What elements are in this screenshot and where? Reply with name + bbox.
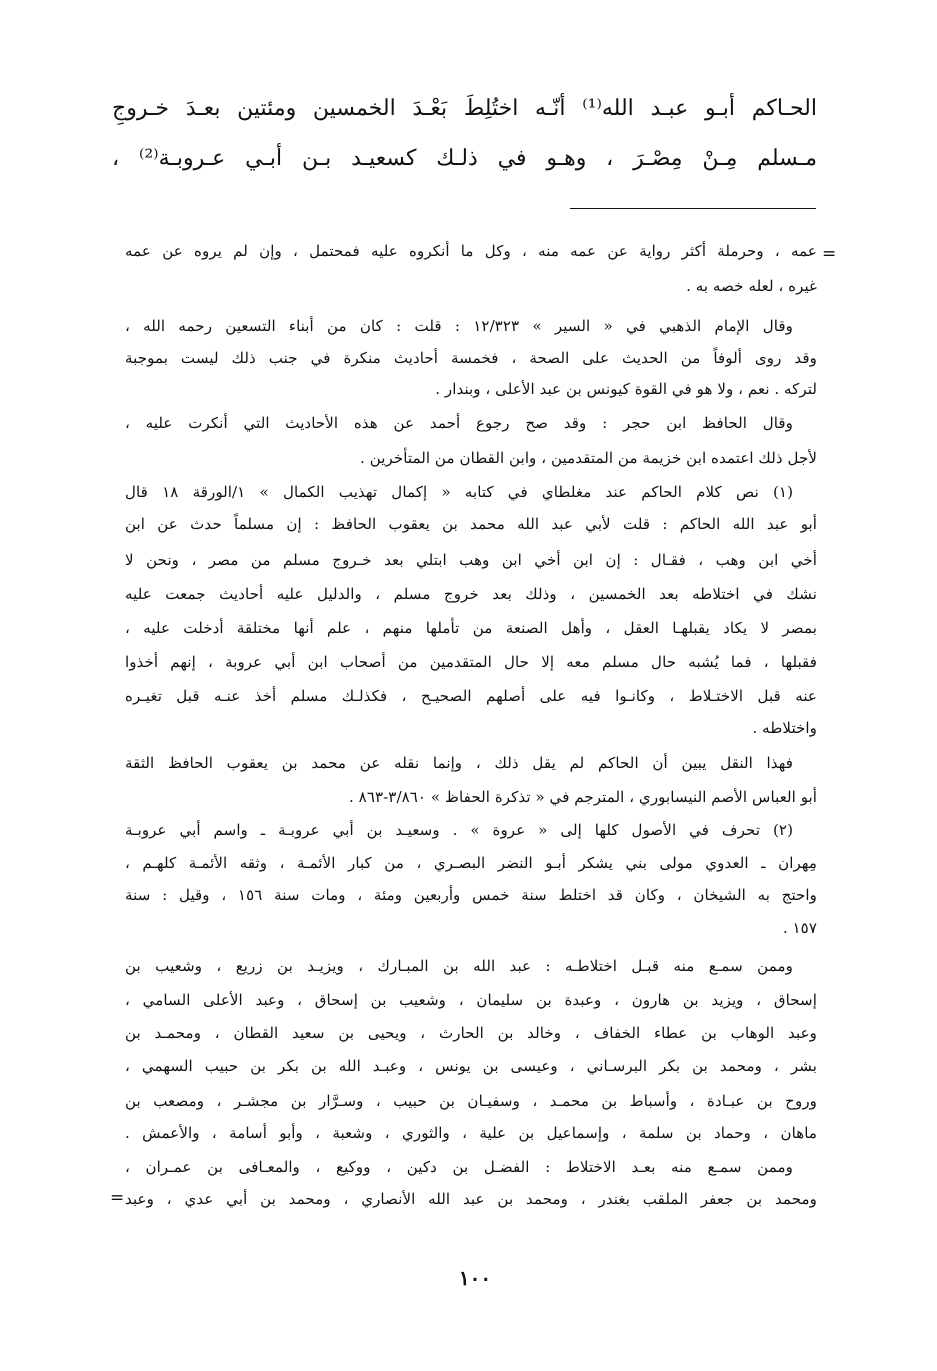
footnote-line-2: غيره ، لعله خصه به . bbox=[686, 277, 817, 295]
footnote-line-6: وقال الحافظ ابن حجر : وقد صح رجوع أحمد عن هذه الأحاديث التي أنكرت عليه ، bbox=[125, 414, 793, 432]
main-text-line-2: مـسلم مِـنْ مِصْـرَ ، وهـو في ذلـك كسعيـد بـن أبـي عـروبـة⁽²⁾ ، bbox=[112, 146, 817, 171]
footnote-line-18: (٢) تحرف في الأصول كلها إلى « عروة » . وسعيـد بن أبي عروبـة ـ واسم أبي عروبـة bbox=[125, 821, 793, 839]
footnote-line-7: لأجل ذلك اعتمده ابن خزيمة من المتقدمين ، وابن القطان من المتأخرين . bbox=[360, 449, 817, 467]
footnote-line-21: ١٥٧ . bbox=[782, 919, 817, 937]
footnote-line-1: عمه ، وحرملة أكثر رواية عن عمه منه ، وكل ما أنكروه عليه فمحتمل ، وإن لم يروه عن عمه bbox=[125, 242, 817, 260]
footnote-line-4: وقد روى ألوفاً من الحديث على الصحة ، فخمسة أحاديث منكرة في جنب ذلك ليست بموجبة bbox=[125, 349, 817, 367]
footnote-line-22: وممن سمـع منه قبـل اختلاطـه : عبد الله بن المبـارك ، ويزيـد بن زريع ، وشعيب بن bbox=[125, 957, 793, 975]
footnote-line-8: (١) نص كلام الحاكم عند مغلطاي في كتابه « إكمال تهذيب الكمال » ١/الورقة ١٨ قال bbox=[125, 483, 793, 501]
main-text-line-1: الحـاكم أبـو عبـد الله⁽¹⁾ أنّـه اختُلِطَ بَعْـدَ الخمسين ومئتين بعـدَ خـروجِ bbox=[112, 96, 817, 121]
footnote-line-14: عنه قبل الاختـلاط ، وكانـوا فيه على أصلهم الصحيـح ، فكذلـك مسلم أخذ عنـه قبل تغيـره bbox=[125, 687, 817, 705]
footnote-line-25: بشر ، ومحمد بن بكر البرسـاني ، وعيسى بن يونس ، وعبـد الله بن بكر بن حبيب السهمي ، bbox=[125, 1057, 817, 1075]
continuation-marker-top: = bbox=[822, 244, 837, 264]
footnote-line-16: فهذا النقل يبين أن الحاكم لم يقل ذلك ، وإنما نقله عن محمد بن يعقوب الحافظ الثقة bbox=[125, 754, 793, 772]
footnote-line-28: وممن سمـع منه بعـد الاختلاط : الفضـل بن دكين ، ووكيع ، والمعـافى بن عمـران ، bbox=[125, 1158, 793, 1176]
footnote-line-10: أخي ابن وهب ، فقـال : إن ابن أخي ابن وهب ابتلي بعد خـروج مسلم من مصر ، ونحن لا bbox=[125, 551, 817, 569]
footnote-line-26: وروح بن عبـادة ، وأسباط بن محمـد ، وسفيـان بن حبيب ، وسـرَّار بن مجشـر ، ومصعب بن bbox=[125, 1092, 817, 1110]
footnote-line-11: نشك في اختلاطه بعد الخمسين ، وذلك بعد خروج مسلم ، والدليل عليه أحاديث جمعت عليه bbox=[125, 585, 817, 603]
footnote-separator bbox=[570, 208, 816, 209]
footnote-line-17: أبو العباس الأصم النيسابوري ، المترجم في « تذكرة الحفاظ » ٣/٨٦٠-٨٦٣ . bbox=[349, 788, 817, 806]
footnote-line-24: وعبد الوهاب بن عطاء الخفاف ، وخالد بن الحارث ، ويحيى بن سعيد القطان ، ومحمـد بن bbox=[125, 1024, 817, 1042]
continuation-marker-bottom: = bbox=[110, 1188, 125, 1208]
footnote-line-27: ماهان ، وحماد بن سلمة ، وإسماعيل بن علية ، والثوري ، وشعبة ، وأبو أسامة ، والأعمش . bbox=[125, 1124, 817, 1142]
footnote-line-23: إسحاق ، ويزيد بن هارون ، وعبدة بن سليمان ، وشعيب بن إسحاق ، وعبد الأعلى السامي ، bbox=[125, 991, 817, 1009]
footnote-line-20: واحتج به الشيخان ، وكان قد اختلط سنة خمس وأربعين ومئة ، ومات سنة ١٥٦ ، وقيل : سنة bbox=[125, 886, 817, 904]
footnote-line-19: مِهران ـ العدوي مولى بني يشكر أبـو النضر البصـري ، من كبار الأئمـة ، وثقه الأئمـة كلهـم ، bbox=[125, 854, 817, 872]
footnote-line-13: فقبلها ، فما يُشبه حال مسلم معه إلا حال المتقدمين من أصحاب ابن أبي عروبة ، إنهم أخذوا bbox=[125, 653, 817, 671]
footnote-line-3: وقال الإمام الذهبي في « السير » ١٢/٣٢٣ : قلت : كان من أبناء التسعين رحمه الله ، bbox=[125, 317, 793, 335]
footnote-line-9: أبو عبد الله الحاكم : قلت لأبي عبد الله محمد بن يعقوب الحافظ : إن مسلماً حدث عن ابن bbox=[125, 515, 817, 533]
footnote-line-12: بمصر لا يكاد يقبلهـا العقل ، وأهل الصنعة من تأملها منهم ، علم أنها مختلقة أدخلت عليه ، bbox=[125, 619, 817, 637]
footnote-line-5: لتركه . نعم ، ولا هو في القوة كيونس بن عبد الأعلى ، وبندار . bbox=[435, 380, 817, 398]
footnote-line-29: ومحمد بن جعفر الملقب بغندر ، ومحمد بن عبد الله الأنصاري ، ومحمد بن أبي عدي ، وعبد bbox=[125, 1190, 817, 1208]
page-number: ١٠٠ bbox=[458, 1266, 492, 1290]
footnote-line-15: واختلاطه . bbox=[752, 719, 817, 737]
